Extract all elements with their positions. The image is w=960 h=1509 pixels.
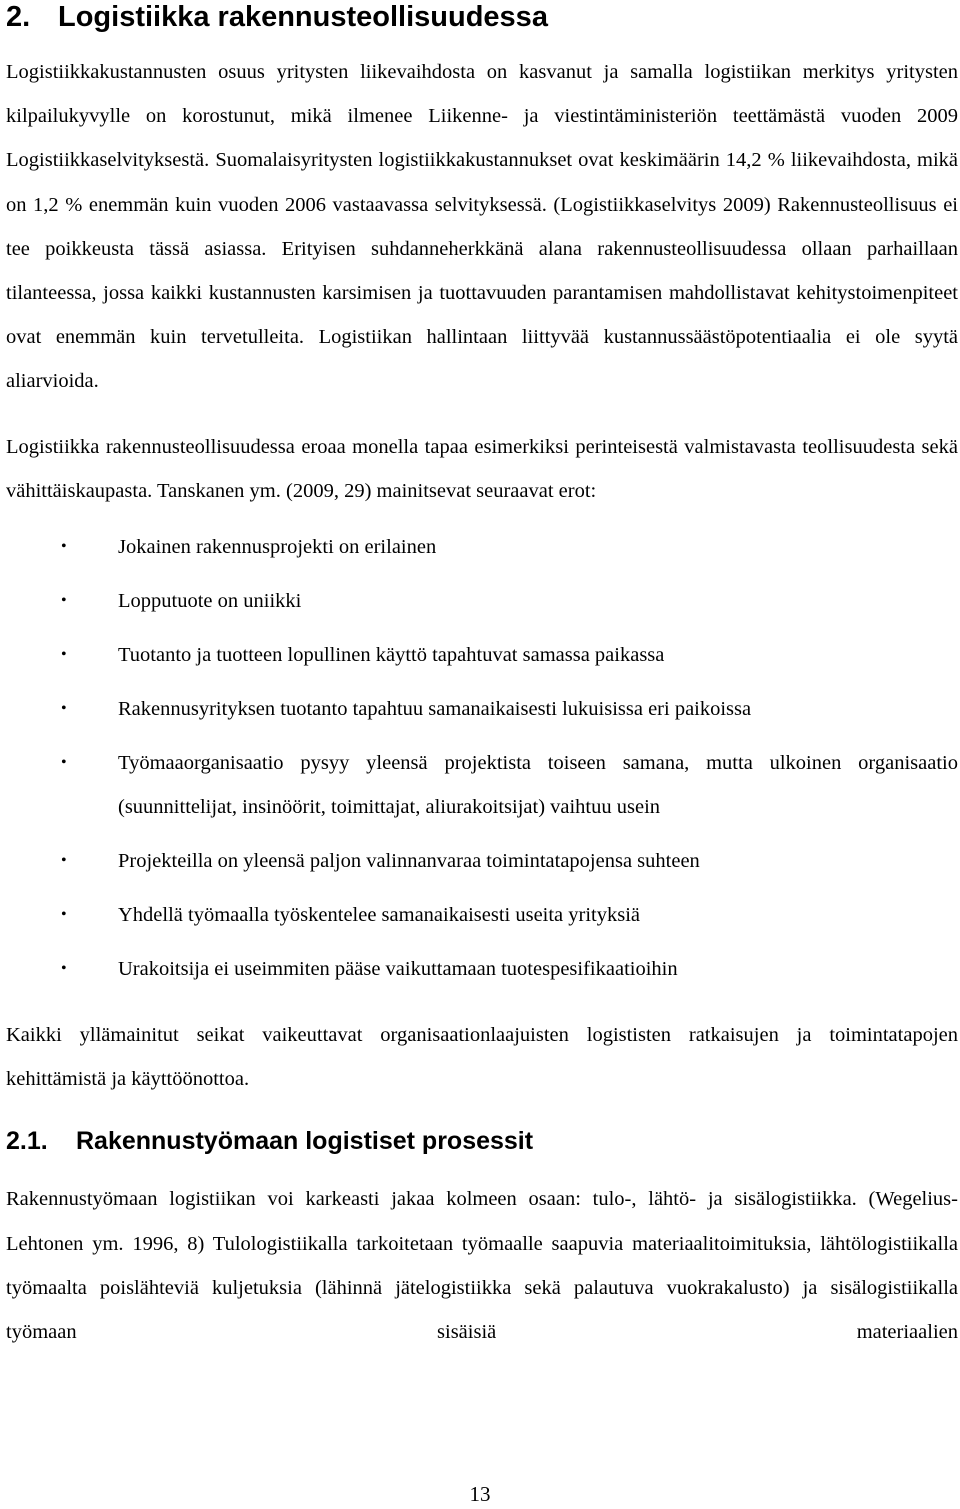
- list-item: • Lopputuote on uniikki: [6, 579, 958, 623]
- bullet-icon: •: [61, 700, 67, 718]
- section-title: Logistiikka rakennusteollisuudessa: [58, 1, 548, 33]
- list-item: • Urakoitsija ei useimmiten pääse vaikuttamaan tuotespesifikaatioihin: [6, 947, 958, 991]
- section-heading: [6, 0, 958, 36]
- paragraph-closing: Kaikki yllämainitut seikat vaikeuttavat organisaationlaajuisten logististen ratkaisujen ja toimintatapojen kehittämistä ja käyttöönottoa.: [6, 1024, 958, 1091]
- subsection-heading: [6, 1125, 958, 1157]
- list-item: • Yhdellä työmaalla työskentelee samanaikaisesti useita yrityksiä: [6, 893, 958, 937]
- bullet-icon: •: [61, 852, 67, 870]
- list-item: • Tuotanto ja tuotteen lopullinen käyttö tapahtuvat samassa paikassa: [6, 633, 958, 677]
- section-number: 2.: [6, 1, 31, 33]
- bullet-icon: •: [61, 646, 67, 664]
- paragraph-cost-share: Logistiikkakustannusten osuus yritysten liikevaihdosta on kasvanut ja samalla logistiikan merkitys yritysten kilpailukyvylle on korostunut, mikä ilmenee Liikenne- ja viestintäministeriön teettämästä vuoden 2009 Logistiikkaselvityksestä. Suomalaisyritysten logistiikkakustannukset ovat keskimäärin 14,2 % liikevaihdosta, mikä on 1,2 % enemmän kuin vuoden 2006 vastaavassa selvityksessä. (Logistiikkaselvitys 2009) Rakennusteollisuus ei tee poikkeusta tässä asiassa. Erityisen suhdanneherkkänä alana rakennusteollisuudessa ollaan parhaillaan tilanteessa, jossa kaikki kustannusten karsimisen ja tuottavuuden parantamisen mahdollistavat kehitystoimenpiteet ovat enemmän kuin tervetulleita. Logistiikan hallintaan liittyvää kustannussäästöpotentiaalia ei ole syytä aliarvioida.: [6, 61, 958, 393]
- paragraph-logistics-processes: Rakennustyömaan logistiikan voi karkeasti jakaa kolmeen osaan: tulo-, lähtö- ja sisälogistiikka. (Wegelius-Lehtonen ym. 1996, 8) Tulologistiikalla tarkoitetaan työmaalle saapuvia materiaalitoimituksia, lähtölogistiikalla työmaalta poislähteviä kuljetuksia (lähinnä jätelogistiikka sekä palautuva vuokrakalusto) ja sisälogistiikalla työmaan sisäisiä materiaalien: [6, 1188, 958, 1344]
- bullet-icon: •: [61, 960, 67, 978]
- bullet-icon: •: [61, 592, 67, 610]
- page-number: 13: [469, 1482, 491, 1506]
- document-page: [6, 0, 958, 1354]
- bullet-icon: •: [61, 906, 67, 924]
- subsection-title: Rakennustyömaan logistiset prosessit: [76, 1127, 534, 1156]
- differences-list: [6, 525, 958, 991]
- list-item: • Jokainen rakennusprojekti on erilainen: [6, 525, 958, 569]
- list-item: • Projekteilla on yleensä paljon valinnanvaraa toimintatapojensa suhteen: [6, 839, 958, 883]
- bullet-icon: •: [61, 754, 67, 772]
- list-item: • Työmaaorganisaatio pysyy yleensä projektista toiseen samana, mutta ulkoinen organisaatio (suunnittelijat, insinöörit, toimittajat, aliurakoitsijat) vaihtuu usein: [6, 741, 958, 829]
- paragraph-differences-intro: Logistiikka rakennusteollisuudessa eroaa monella tapaa esimerkiksi perinteisestä valmistavasta teollisuudesta sekä vähittäiskaupasta. Tanskanen ym. (2009, 29) mainitsevat seuraavat erot:: [6, 435, 958, 502]
- subsection-number: 2.1.: [6, 1127, 48, 1156]
- bullet-icon: •: [61, 538, 67, 556]
- list-item: • Rakennusyrityksen tuotanto tapahtuu samanaikaisesti lukuisissa eri paikoissa: [6, 687, 958, 731]
